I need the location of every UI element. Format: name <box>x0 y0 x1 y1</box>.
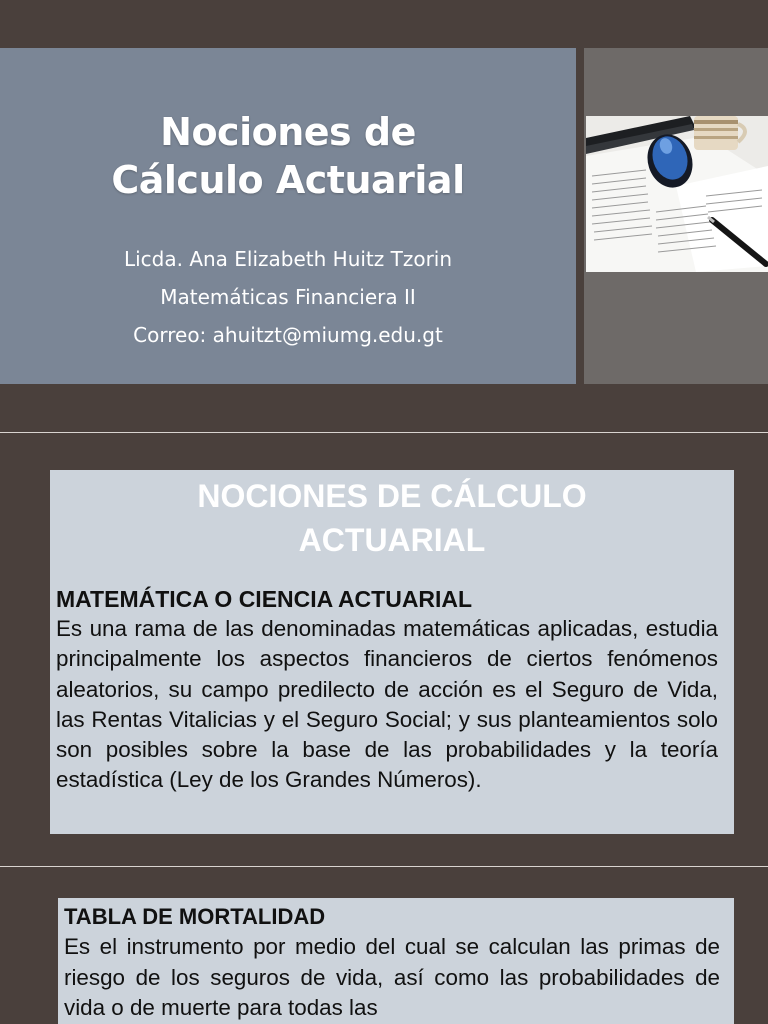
content-box <box>58 898 734 1024</box>
desk-photo-icon <box>586 116 768 272</box>
section-heading <box>50 474 734 562</box>
title-slide-panel <box>0 48 576 384</box>
content-box <box>50 470 734 834</box>
subsection-body: Es el instrumento por medio del cual se calculan las primas de riesgo de los seguros de vida, así como las probabilidades de vida o de muerte para todas las <box>64 934 720 1020</box>
slide-title <box>0 108 576 204</box>
slide-subtitle-block <box>0 240 576 354</box>
slide-divider <box>0 866 768 867</box>
slide-title-line2: Cálculo Actuarial <box>111 158 465 202</box>
author-name: Licda. Ana Elizabeth Huitz Tzorin <box>123 247 453 271</box>
photo-panel <box>584 48 768 384</box>
section-heading-line2: ACTUARIAL <box>298 522 486 558</box>
subsection-title: TABLA DE MORTALIDAD <box>64 904 326 929</box>
slide-divider <box>0 432 768 433</box>
section-heading-line1: NOCIONES DE CÁLCULO <box>197 478 587 514</box>
subsection-title: MATEMÁTICA O CIENCIA ACTUARIAL <box>56 586 473 612</box>
course-name: Matemáticas Financiera II <box>160 285 416 309</box>
contact-email: Correo: ahuitzt@miumg.edu.gt <box>133 323 443 347</box>
subsection-body: Es una rama de las denominadas matemáticas aplicadas, estudia principalmente los aspectos financieros de ciertos fenómenos aleatorios, su campo predilecto de acción es el Seguro de Vida, las Rentas Vitalicias y el Seguro Social; y sus planteamientos solo son posibles sobre la base de las probabilidades y la teoría estadística (Ley de los Grandes Números). <box>56 616 718 793</box>
slide-title-line1: Nociones de <box>160 110 416 154</box>
